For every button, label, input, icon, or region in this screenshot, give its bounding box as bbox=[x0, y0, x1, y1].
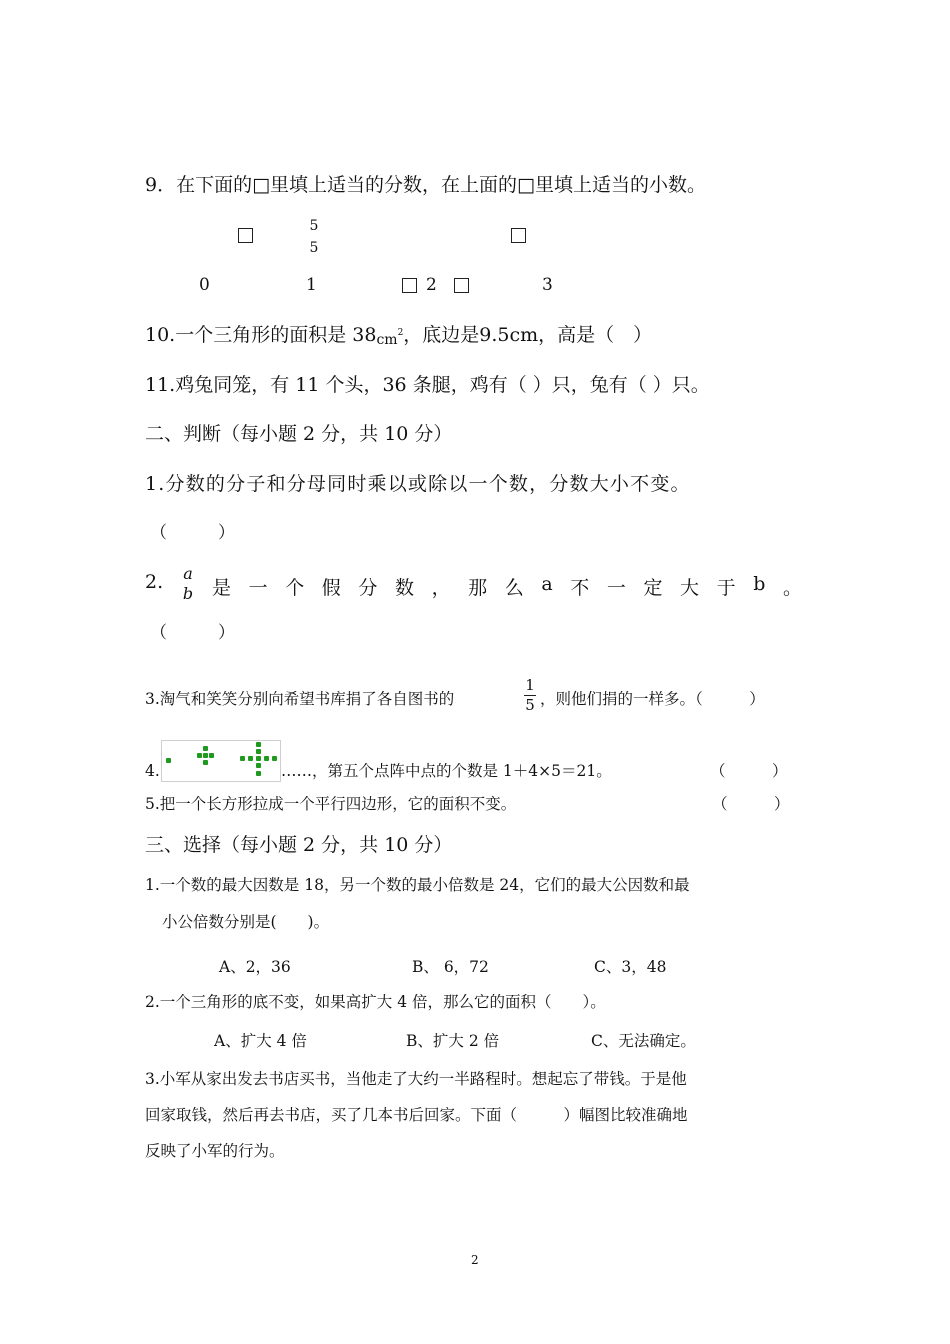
judge-4-text: ……，第五个点阵中点的个数是 1＋4×5＝21。 bbox=[281, 762, 612, 780]
judge-2-char: ， bbox=[431, 577, 451, 599]
judge-4-number: 4. bbox=[145, 762, 160, 780]
q9-box-lower-2[interactable] bbox=[454, 278, 469, 295]
judge-5-paren[interactable]: （ ） bbox=[712, 795, 790, 813]
judge-5-text: 5.把一个长方形拉成一个平行四边形，它的面积不变。 bbox=[145, 795, 517, 813]
page-number: 2 bbox=[471, 1253, 479, 1267]
section-3-title: 三、选择（每小题 2 分，共 10 分） bbox=[145, 834, 453, 856]
judge-2-char: 数 bbox=[394, 577, 414, 599]
judge-3-fraction bbox=[524, 678, 536, 713]
q10-post: ，底边是9.5cm，高是（ ） bbox=[403, 324, 653, 346]
choice-1-option-a[interactable]: A、2，36 bbox=[219, 958, 291, 976]
dot bbox=[209, 753, 214, 758]
choice-3-line-1: 3.小军从家出发去书店买书，当他走了大约一半路程时。想起忘了带钱。于是他 bbox=[145, 1070, 687, 1088]
q10-text bbox=[145, 326, 652, 347]
dot-pattern-figure bbox=[161, 740, 281, 782]
judge-2-char: 定 bbox=[643, 577, 663, 599]
choice-1-line-2: 小公倍数分别是( )。 bbox=[162, 913, 330, 931]
judge-2-char: 那 bbox=[468, 577, 488, 599]
dot bbox=[256, 742, 261, 747]
q9-fraction-denominator: 5 bbox=[309, 240, 319, 256]
choice-2-text: 2.一个三角形的底不变，如果高扩大 4 倍，那么它的面积（ ）。 bbox=[145, 993, 606, 1011]
dot bbox=[256, 749, 261, 754]
q10-sup: 2 bbox=[397, 328, 404, 338]
judge-1-text: 1.分数的分子和分母同时乘以或除以一个数，分数大小不变。 bbox=[145, 473, 691, 495]
choice-2-option-a[interactable]: A、扩大 4 倍 bbox=[214, 1032, 307, 1050]
judge-2-char: b bbox=[753, 573, 766, 595]
choice-1-option-c[interactable]: C、3，48 bbox=[594, 958, 667, 976]
dot bbox=[197, 753, 202, 758]
q9-text: 9．在下面的□里填上适当的分数，在上面的□里填上适当的小数。 bbox=[145, 174, 706, 196]
q9-box-lower-1[interactable] bbox=[402, 278, 417, 295]
dot bbox=[166, 758, 171, 763]
q10-unit: cm bbox=[376, 332, 398, 348]
q9-tick-1: 1 bbox=[306, 275, 317, 295]
dot bbox=[264, 756, 269, 761]
judge-3-fraction-numerator: 1 bbox=[525, 676, 535, 694]
dot bbox=[256, 756, 261, 761]
choice-2-option-b[interactable]: B、扩大 2 倍 bbox=[406, 1032, 500, 1050]
dot bbox=[203, 753, 208, 758]
q9-tick-0: 0 bbox=[199, 275, 210, 295]
judge-2-fraction bbox=[180, 566, 196, 602]
dot bbox=[203, 760, 208, 765]
q9-box-upper-2[interactable] bbox=[511, 228, 526, 245]
judge-2-char: 是 bbox=[212, 577, 232, 599]
judge-2-char: 。 bbox=[782, 577, 802, 599]
judge-2-fraction-a: a bbox=[183, 564, 193, 583]
judge-2-char: 假 bbox=[321, 577, 341, 599]
judge-2-char: 一 bbox=[606, 577, 626, 599]
judge-3-post: ，则他们捐的一样多。（ ） bbox=[540, 690, 765, 708]
q9-fraction-numerator: 5 bbox=[309, 218, 319, 234]
dot bbox=[248, 756, 253, 761]
choice-2-option-c[interactable]: C、无法确定。 bbox=[591, 1032, 696, 1050]
judge-4-paren[interactable]: （ ） bbox=[710, 762, 788, 780]
dot bbox=[272, 756, 277, 761]
judge-2-char: a bbox=[541, 573, 553, 595]
choice-3-line-3: 反映了小军的行为。 bbox=[145, 1142, 285, 1160]
judge-2-char: 一 bbox=[248, 577, 268, 599]
q11-text: 11.鸡兔同笼，有 11 个头，36 条腿，鸡有（ ）只，兔有（ ）只。 bbox=[145, 374, 710, 396]
judge-2-paren[interactable]: （ ） bbox=[150, 623, 235, 643]
judge-2-char: 大 bbox=[680, 577, 700, 599]
judge-2-char: 分 bbox=[358, 577, 378, 599]
judge-2-text bbox=[212, 573, 802, 600]
q9-box-upper-1[interactable] bbox=[238, 228, 253, 245]
judge-2-number: 2. bbox=[145, 571, 164, 593]
judge-2-char: 个 bbox=[285, 577, 305, 599]
q9-fraction bbox=[308, 219, 320, 255]
section-2-title: 二、判断（每小题 2 分，共 10 分） bbox=[145, 423, 453, 445]
judge-1-paren[interactable]: （ ） bbox=[150, 523, 235, 543]
choice-3-line-2: 回家取钱，然后再去书店，买了几本书后回家。下面（ ）幅图比较准确地 bbox=[145, 1106, 688, 1124]
dot bbox=[203, 746, 208, 751]
dot bbox=[256, 771, 261, 776]
choice-1-option-b[interactable]: B、 6，72 bbox=[412, 958, 489, 976]
dot bbox=[256, 763, 261, 768]
q9-tick-3: 3 bbox=[542, 275, 553, 295]
judge-3-pre: 3.淘气和笑笑分别向希望书库捐了各自图书的 bbox=[145, 690, 455, 708]
judge-2-char: 于 bbox=[716, 577, 736, 599]
dot bbox=[240, 756, 245, 761]
choice-1-line-1: 1.一个数的最大因数是 18，另一个数的最小倍数是 24，它们的最大公因数和最 bbox=[145, 876, 690, 894]
judge-3-fraction-denominator: 5 bbox=[525, 696, 535, 714]
q10-pre: 10.一个三角形的面积是 38 bbox=[145, 324, 377, 346]
judge-2-char: 么 bbox=[504, 577, 524, 599]
judge-2-char: 不 bbox=[570, 577, 590, 599]
q9-tick-2: 2 bbox=[426, 275, 437, 295]
judge-2-fraction-b: b bbox=[182, 584, 194, 603]
